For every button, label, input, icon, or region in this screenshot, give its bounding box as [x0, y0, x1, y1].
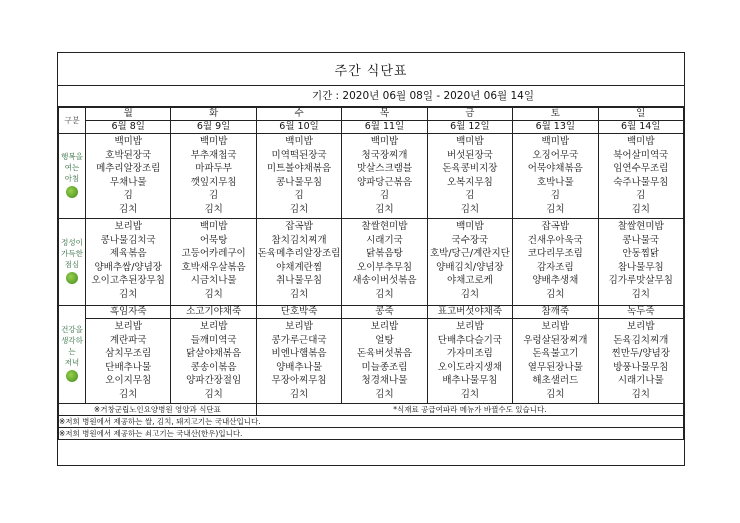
menu-item: 감자조림 [536, 261, 574, 273]
menu-item: 양배김치/양념장 [436, 261, 504, 273]
menu-item: 양배추나물 [276, 361, 322, 373]
menu-item: 무장아찌무침 [271, 375, 327, 387]
menu-item: 보리밥 [114, 221, 142, 232]
breakfast-menu-cell [342, 134, 427, 219]
period-text: 기간 : 2020년 06월 08일 - 2020년 06월 14일 [58, 85, 684, 107]
menu-item: 코다리무조림 [527, 248, 583, 260]
plant-icon [66, 186, 78, 198]
menu-item: 김치 [204, 203, 223, 215]
day-name: 수 [256, 108, 341, 121]
menu-item: 잡곡밥 [285, 221, 313, 232]
dinner-menu-list [342, 319, 426, 402]
menu-item: 야채고로케 [446, 275, 493, 287]
menu-item: 보리밥 [285, 321, 313, 332]
menu-item: 우렁살된장찌개 [523, 334, 588, 346]
menu-item: 양파당근볶음 [356, 176, 412, 188]
menu-item: 호박된장국 [105, 149, 152, 161]
lunch-menu-list [342, 219, 426, 302]
menu-item: 김치 [375, 388, 394, 400]
breakfast-label-text: 여는 [64, 163, 80, 172]
menu-item: 시금치나물 [190, 275, 237, 287]
menu-item: 김치 [375, 288, 394, 300]
menu-item: 김치 [289, 203, 309, 215]
breakfast-menu-list [257, 134, 341, 217]
menu-item: 배추나물무침 [442, 375, 498, 387]
lunch-menu-cell [256, 219, 341, 306]
day-date: 6월 13일 [513, 121, 598, 134]
menu-item: 임연수무조림 [613, 163, 669, 175]
menu-item: 숙주나물무침 [613, 176, 669, 188]
dinner-menu-list [171, 319, 255, 402]
day-name: 목 [342, 108, 427, 121]
breakfast-menu-cell [513, 134, 598, 219]
menu-table [58, 107, 684, 440]
porridge-cell: 단호박죽 [256, 306, 341, 319]
menu-item: 김치 [289, 388, 309, 400]
menu-item: 열무된장나물 [527, 361, 583, 373]
menu-item: 김치 [631, 388, 650, 400]
menu-item: 버섯된장국 [446, 149, 493, 161]
dinner-menu-list [428, 319, 512, 402]
menu-sheet [57, 52, 685, 466]
footer-note-1b: *식재료 공급여파라 메뉴가 바뀔수도 있습니다. [256, 404, 683, 416]
menu-item: 어묵야채볶음 [527, 163, 583, 175]
menu-item: 해초샐러드 [532, 375, 579, 387]
breakfast-label-text: 행복을 [61, 152, 83, 161]
day-date: 6월 10일 [256, 121, 341, 134]
dinner-menu-list [599, 319, 683, 402]
menu-item: 김 [636, 190, 646, 202]
menu-item: 메추리알장조림 [96, 163, 161, 175]
menu-item: 백미밥 [370, 136, 399, 147]
menu-item: 가자미조림 [446, 348, 493, 360]
menu-item: 김치 [119, 288, 138, 300]
lunch-menu-list [428, 219, 512, 302]
menu-item: 오이도라지생채 [437, 361, 503, 373]
menu-item: 청국장찌개 [361, 149, 408, 161]
porridge-cell: 소고기야채죽 [171, 306, 256, 319]
menu-item: 백미밥 [627, 136, 655, 147]
menu-item: 콩나물국 [622, 234, 660, 246]
lunch-menu-list [171, 219, 255, 302]
menu-item: 닭살야채볶음 [186, 348, 242, 360]
dinner-menu-cell [342, 319, 427, 404]
lunch-label-text: 정성이 [61, 238, 83, 247]
menu-item: 김치 [119, 203, 138, 215]
menu-item: 김치 [546, 203, 565, 215]
lunch-label-text: 가득한 [61, 249, 83, 258]
menu-item: 맛살스크램블 [356, 163, 412, 175]
menu-item: 돈육콩비지장 [442, 163, 498, 175]
dinner-label-text: 생각하는 [61, 336, 83, 356]
menu-item: 국수장국 [451, 234, 489, 246]
dinner-menu-list [86, 319, 170, 402]
menu-item: 제육볶음 [109, 248, 147, 260]
menu-item: 오징어무국 [532, 149, 579, 161]
menu-item: 김치 [460, 288, 480, 300]
menu-item: 보리밥 [370, 321, 399, 332]
menu-item: 오이부추무침 [356, 261, 412, 273]
breakfast-menu-cell [256, 134, 341, 219]
menu-item: 단배추나물 [105, 361, 152, 373]
dinner-menu-cell [86, 319, 171, 404]
menu-item: 들깨미역국 [190, 334, 237, 346]
menu-item: 돈육불고기 [532, 348, 579, 360]
lunch-menu-list [599, 219, 683, 302]
footer-note-2: ※저희 병원에서 제공하는 쌀, 김치, 돼지고기는 국내산입니다. [59, 416, 684, 428]
day-name: 금 [427, 108, 512, 121]
footer-note-3: ※저희 병원에서 제공하는 쇠고기는 국내산(한우)입니다. [59, 428, 684, 440]
menu-item: 건새우아욱국 [527, 234, 583, 246]
menu-item: 보리밥 [541, 321, 570, 332]
dinner-menu-cell [171, 319, 256, 404]
breakfast-menu-cell [86, 134, 171, 219]
footer-row-2 [59, 416, 684, 428]
footer-row-3 [59, 428, 684, 440]
porridge-row [59, 306, 684, 319]
menu-item: 계란파국 [109, 334, 147, 346]
menu-item: 김치 [546, 288, 565, 300]
menu-item: 김치 [204, 388, 223, 400]
menu-item: 양배추생채 [532, 275, 579, 287]
breakfast-menu-cell [598, 134, 683, 219]
menu-item: 콩나물김치국 [100, 234, 156, 246]
menu-item: 보리밥 [199, 321, 228, 332]
dinner-label-text: 건강을 [61, 325, 83, 334]
menu-item: 미트볼야채볶음 [266, 163, 332, 175]
menu-item: 김치 [375, 203, 394, 215]
lunch-menu-cell [171, 219, 256, 306]
menu-item: 콩가루근대국 [271, 334, 327, 346]
menu-item: 양배추쌈/양념장 [94, 261, 162, 273]
menu-item: 김 [123, 190, 133, 202]
menu-item: 김가루맛살무침 [608, 275, 673, 287]
plant-icon [66, 272, 78, 284]
breakfast-menu-list [171, 134, 255, 217]
menu-item: 김 [209, 190, 219, 202]
menu-item: 김 [294, 190, 304, 202]
porridge-cell: 흑임자죽 [86, 306, 171, 319]
dinner-row [59, 319, 684, 404]
breakfast-menu-list [513, 134, 597, 217]
day-date: 6월 14일 [598, 121, 683, 134]
breakfast-menu-list [599, 134, 683, 217]
menu-item: 미역떡된장국 [271, 149, 327, 161]
menu-item: 보리밥 [114, 321, 142, 332]
menu-item: 돈육메추리알장조림 [257, 248, 341, 260]
breakfast-menu-cell [171, 134, 256, 219]
day-name: 화 [171, 108, 256, 121]
footer-row-1 [59, 404, 684, 416]
day-name: 일 [598, 108, 683, 121]
breakfast-label-text: 아침 [64, 174, 80, 183]
porridge-cell: 참깨죽 [513, 306, 598, 319]
menu-item: 백미밥 [456, 136, 484, 147]
menu-item: 취나물무침 [276, 275, 322, 287]
menu-item: 시래기국 [366, 234, 403, 246]
menu-item: 비엔나햄볶음 [271, 348, 327, 360]
menu-item: 보리밥 [456, 321, 484, 332]
lunch-menu-cell [598, 219, 683, 306]
menu-item: 김 [465, 190, 475, 202]
day-name: 월 [86, 108, 171, 121]
footer-note-1: ※거창군립노인요양병원 영양과 식단표 [59, 404, 257, 416]
menu-item: 백미밥 [114, 136, 142, 147]
menu-item: 부추재첩국 [190, 149, 237, 161]
breakfast-menu-cell [427, 134, 512, 219]
lunch-row [59, 219, 684, 306]
menu-item: 김치 [546, 388, 565, 400]
menu-item: 김치 [289, 288, 309, 300]
menu-item: 방풍나물무침 [613, 361, 669, 373]
lunch-label-cell [59, 219, 86, 306]
menu-item: 미늘종조림 [361, 361, 408, 373]
menu-item: 시래기나물 [617, 375, 664, 387]
menu-item: 삼치무조림 [105, 348, 152, 360]
lunch-menu-cell [86, 219, 171, 306]
menu-item: 백미밥 [199, 136, 228, 147]
breakfast-label-cell [59, 134, 86, 219]
menu-item: 오이고추된장무침 [91, 275, 165, 287]
page-title: 주간 식단표 [58, 53, 684, 86]
porridge-cell: 콩죽 [342, 306, 427, 319]
dinner-label-text: 저녁 [64, 358, 80, 367]
plant-icon [66, 370, 78, 382]
day-name: 토 [513, 108, 598, 121]
menu-item: 김치 [631, 203, 650, 215]
dinner-menu-cell [427, 319, 512, 404]
menu-item: 찰쌀현미밥 [617, 221, 664, 232]
breakfast-row [59, 134, 684, 219]
menu-item: 참치김치찌개 [271, 234, 327, 246]
dinner-menu-cell [598, 319, 683, 404]
menu-item: 김치 [119, 388, 138, 400]
menu-item: 깻잎지무침 [190, 176, 237, 188]
menu-item: 오복지무침 [446, 176, 493, 188]
porridge-cell: 녹두죽 [598, 306, 683, 319]
day-date-row [59, 121, 684, 134]
menu-item: 참나물무침 [617, 261, 664, 273]
porridge-cell: 표고버섯야채죽 [427, 306, 512, 319]
day-name-row [59, 108, 684, 121]
menu-item: 백미밥 [456, 221, 484, 232]
menu-item: 백미밥 [199, 221, 228, 232]
menu-item: 오이지무침 [105, 375, 152, 387]
breakfast-menu-list [428, 134, 512, 217]
day-date: 6월 11일 [342, 121, 427, 134]
breakfast-menu-list [86, 134, 170, 217]
menu-item: 콩나물무침 [276, 176, 322, 188]
header-label-cell: 구분 [59, 108, 86, 134]
menu-item: 찰쌀현미밥 [361, 221, 408, 232]
menu-item: 양파간장절임 [186, 375, 242, 387]
menu-item: 김 [379, 190, 390, 202]
menu-item: 돈육버섯볶음 [356, 348, 412, 360]
menu-item: 돈육김치찌개 [613, 334, 669, 346]
menu-item: 보리밥 [627, 321, 655, 332]
lunch-label-text: 점심 [64, 260, 80, 269]
menu-item: 북어살미역국 [613, 149, 669, 161]
lunch-menu-list [257, 219, 341, 302]
menu-item: 고등어카레구이 [181, 248, 246, 260]
menu-item: 단배추다슬기국 [437, 334, 503, 346]
day-date: 6월 8일 [86, 121, 171, 134]
day-date: 6월 9일 [171, 121, 256, 134]
menu-item: 김치 [204, 288, 223, 300]
lunch-menu-cell [342, 219, 427, 306]
menu-item: 얼탕 [375, 334, 394, 346]
porridge-label-cell [59, 306, 86, 404]
menu-item: 백미밥 [285, 136, 313, 147]
dinner-menu-list [513, 319, 597, 402]
lunch-menu-cell [513, 219, 598, 306]
dinner-menu-cell [513, 319, 598, 404]
breakfast-menu-list [342, 134, 426, 217]
menu-item: 무채나물 [109, 176, 147, 188]
menu-item: 호박새우살볶음 [181, 261, 246, 273]
menu-item: 백미밥 [541, 136, 570, 147]
menu-item: 안동찜닭 [622, 248, 660, 260]
menu-item: 호박/당근/계란지단 [429, 248, 510, 260]
lunch-menu-list [513, 219, 597, 302]
menu-item: 어묵탕 [199, 234, 228, 246]
menu-item: 마파두부 [195, 163, 232, 175]
menu-item: 새송이버섯볶음 [352, 275, 417, 287]
lunch-menu-list [86, 219, 170, 302]
menu-item: 김 [550, 190, 560, 202]
lunch-menu-cell [427, 219, 512, 306]
menu-item: 찐만두/양념장 [611, 348, 670, 360]
dinner-menu-list [257, 319, 341, 402]
menu-item: 야채계란찜 [276, 261, 322, 273]
menu-item: 김치 [460, 388, 480, 400]
menu-item: 김치 [631, 288, 650, 300]
menu-item: 김치 [460, 203, 480, 215]
dinner-menu-cell [256, 319, 341, 404]
menu-item: 호박나물 [536, 176, 574, 188]
menu-item: 콩송이볶음 [190, 361, 237, 373]
menu-item: 닭볶음탕 [366, 248, 403, 260]
menu-item: 잡곡밥 [541, 221, 570, 232]
menu-item: 청경채나물 [361, 375, 408, 387]
day-date: 6월 12일 [427, 121, 512, 134]
